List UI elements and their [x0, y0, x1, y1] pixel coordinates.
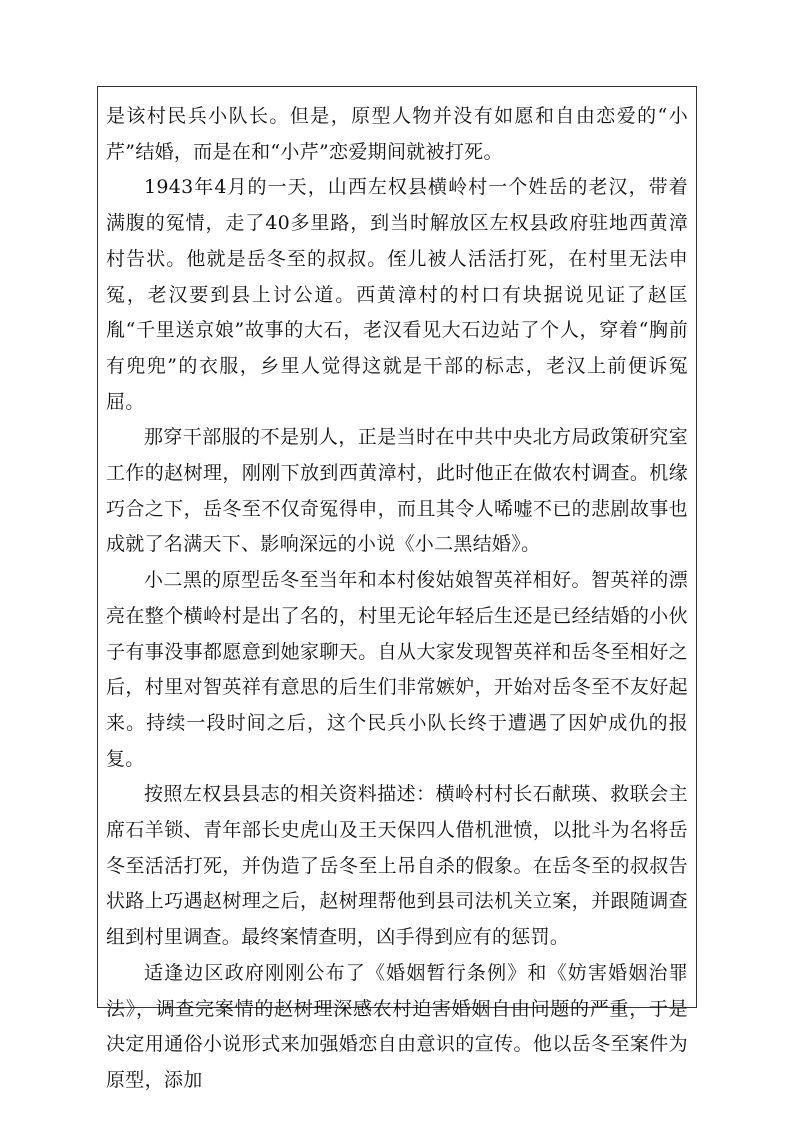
- document-frame: [97, 86, 697, 1091]
- paragraph-1: 是该村民兵小队长。但是，原型人物并没有如愿和自由恋爱的“小芹”结婚，而是在和“小芹”恋爱期间就被打死。: [106, 105, 688, 163]
- paragraph-3: 那穿干部服的不是别人，正是当时在中共中央北方局政策研究室工作的赵树理，刚刚下放到西黄漳村，此时他正在做农村调查。机缘巧合之下，岳冬至不仅奇冤得申，而且其令人唏嘘不已的悲剧故事也成就了名满天下、影响深远的小说《小二黑结婚》。: [106, 426, 688, 556]
- paragraph-4: 小二黑的原型岳冬至当年和本村俊姑娘智英祥相好。智英祥的漂亮在整个横岭村是出了名的，村里无论年轻后生还是已经结婚的小伙子有事没事都愿意到她家聊天。自从大家发现智英祥和岳冬至相好之后，村里对智英祥有意思的后生们非常嫉妒，开始对岳冬至不友好起来。持续一段时间之后，这个民兵小队长终于遭遇了因妒成仇的报复。: [106, 569, 688, 770]
- paragraph-6: 适逢边区政府刚刚公布了《婚姻暂行条例》和《妨害婚姻治罪法》，调查完案情的赵树理深感农村迫害婚姻自由问题的严重，于是决定用通俗小说形式来加强婚恋自由意识的宣传。他以岳冬至案件为原型，添加: [106, 961, 688, 1091]
- paragraph-5: 按照左权县县志的相关资料描述：横岭村村长石献瑛、救联会主席石羊锁、青年部长史虎山及王天保四人借机泄愤，以批斗为名将岳冬至活活打死，并伪造了岳冬至上吊自杀的假象。在岳冬至的叔叔告状路上巧遇赵树理之后，赵树理帮他到县司法机关立案，并跟随调查组到村里调查。最终案情查明，凶手得到应有的惩罚。: [106, 783, 688, 949]
- paragraph-2: 1943年4月的一天，山西左权县横岭村一个姓岳的老汉，带着满腹的冤情，走了40多里路，到当时解放区左权县政府驻地西黄漳村告状。他就是岳冬至的叔叔。侄儿被人活活打死，在村里无法申冤，老汉要到县上讨公道。西黄漳村的村口有块据说见证了赵匡胤“千里送京娘”故事的大石，老汉看见大石边站了个人，穿着“胸前有兜兜”的衣服，乡里人觉得这就是干部的标志，老汉上前便诉冤屈。: [106, 176, 688, 413]
